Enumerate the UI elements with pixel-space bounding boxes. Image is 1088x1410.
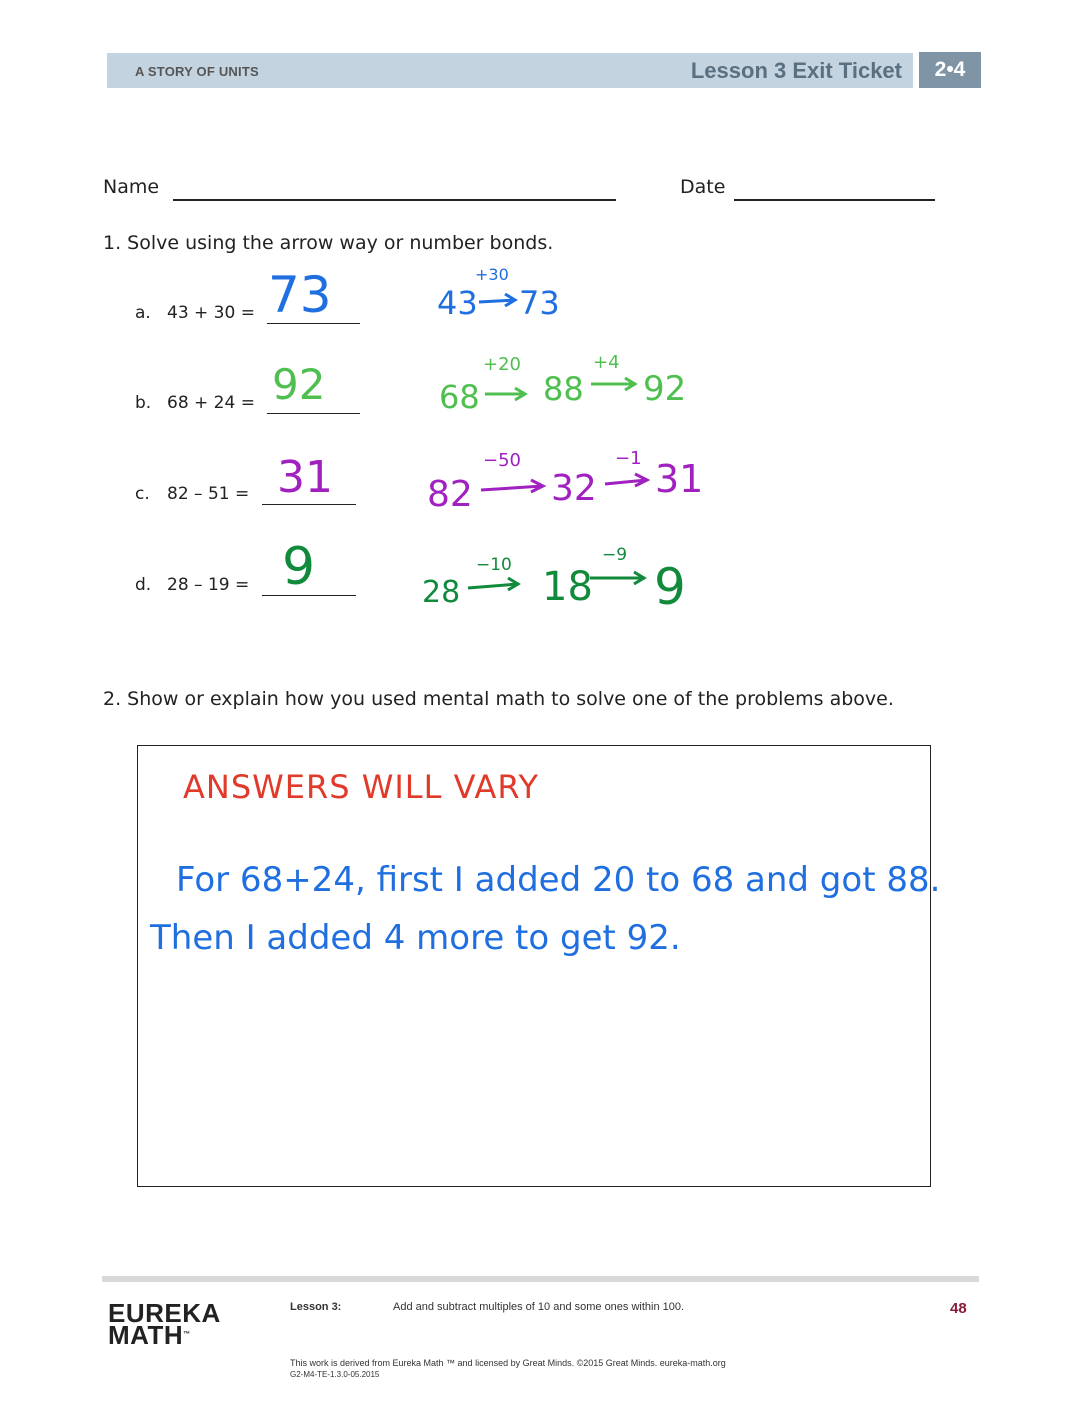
work-a-step: +30 [475,265,509,284]
problem-d-answer: 9 [282,537,316,597]
arrow-work-b [435,348,705,418]
footer-rule [102,1276,979,1282]
footer-code: G2-M4-TE-1.3.0-05.2015 [290,1370,380,1379]
answer-line-2: Then I added 4 more to get 92. [150,918,681,958]
problem-b-blank [267,413,360,414]
svg-text:18: 18 [542,564,593,610]
name-label: Name [103,176,160,198]
footer-lesson-label: Lesson 3: [290,1301,342,1313]
problem-a-work [435,262,575,326]
problem-c-expr: 82 – 51 = [167,484,250,504]
problem-c-letter: c. [135,484,150,504]
answers-will-vary-note: ANSWERS WILL VARY [183,768,540,806]
answer-line-1: For 68+24, first I added 20 to 68 and got 88. [176,860,941,900]
work-a-result: 73 [519,284,560,322]
question-1-text: 1. Solve using the arrow way or number bonds. [103,232,554,254]
arrow-work-a [435,262,575,322]
module-badge: 2•4 [919,52,981,88]
problem-c-blank [262,504,356,505]
work-a-start: 43 [437,284,478,322]
problem-b-letter: b. [135,393,152,413]
problem-a-answer: 73 [268,266,332,324]
svg-text:28: 28 [422,575,461,610]
series-title: A STORY OF UNITS [135,64,259,79]
problem-d-letter: d. [135,575,152,595]
svg-text:+4: +4 [593,352,620,373]
footer-license: This work is derived from Eureka Math ™ and licensed by Great Minds. ©2015 Great Minds. eureka-math.org [290,1358,726,1368]
problem-b-expr: 68 + 24 = [167,393,255,413]
svg-text:−10: −10 [476,555,512,575]
lesson-title: Lesson 3 Exit Ticket [690,58,902,83]
svg-text:31: 31 [655,457,704,501]
problem-a-expr: 43 + 30 = [167,303,255,323]
date-label: Date [680,176,726,198]
arrow-a [479,294,515,306]
problem-a-letter: a. [135,303,151,323]
svg-text:68: 68 [439,378,480,416]
problem-b-work [435,348,705,422]
svg-text:−9: −9 [602,545,628,565]
problem-b-answer: 92 [272,360,326,409]
date-line [734,199,935,201]
svg-text:9: 9 [654,558,686,616]
svg-text:88: 88 [543,370,584,408]
name-line [173,199,616,201]
problem-d-expr: 28 – 19 = [167,575,250,595]
svg-text:−50: −50 [483,450,521,471]
problem-c-work [425,444,705,518]
problem-d-work [420,540,690,624]
problem-c-answer: 31 [277,452,333,503]
question-2-text: 2. Show or explain how you used mental math to solve one of the problems above. [103,688,894,710]
svg-text:−1: −1 [615,448,642,469]
arrow-work-c [425,444,705,514]
svg-text:92: 92 [643,369,687,409]
page-number: 48 [950,1300,967,1317]
answer-box [137,745,931,1187]
svg-text:+20: +20 [483,354,521,375]
svg-text:32: 32 [551,468,597,509]
arrow-work-d [420,540,690,620]
footer-lesson-desc: Add and subtract multiples of 10 and some ones within 100. [393,1301,685,1313]
svg-text:82: 82 [427,474,473,514]
eureka-math-logo: EUREKA MATH™ [108,1298,221,1350]
